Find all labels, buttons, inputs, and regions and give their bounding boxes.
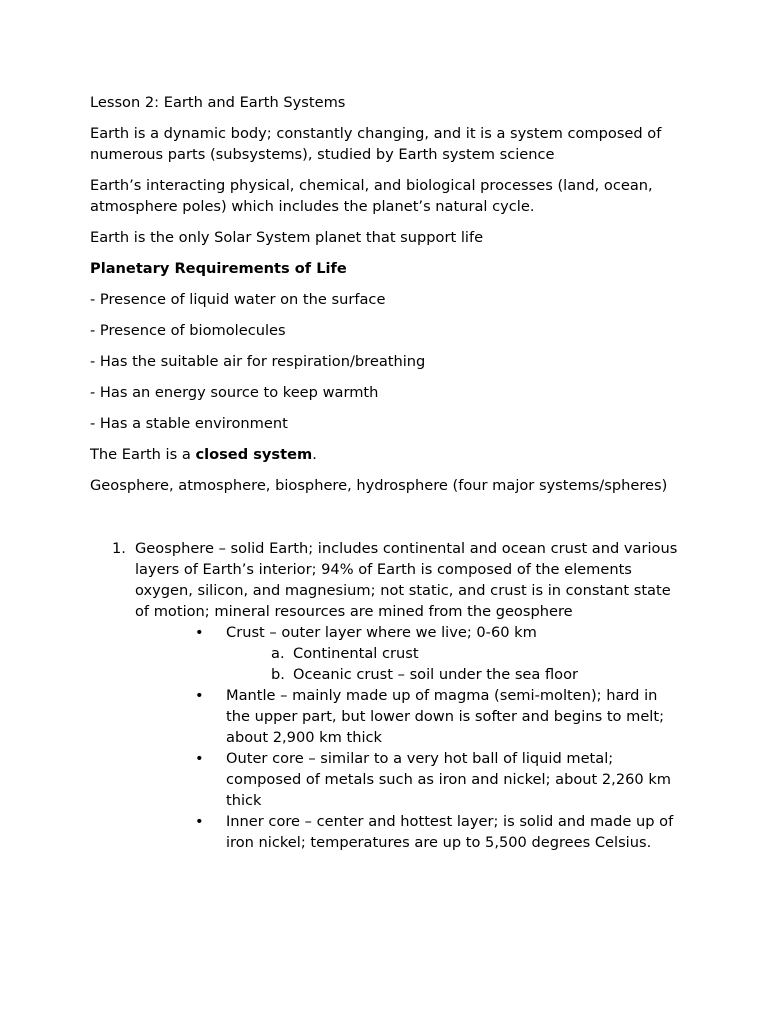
bullet-list <box>90 685 680 853</box>
sublist-item <box>90 664 680 685</box>
bullet-item-crust <box>90 622 680 643</box>
sublist-text: Oceanic crust – soil under the sea floor <box>293 666 579 683</box>
spacer <box>90 506 680 538</box>
sublist-marker: a. <box>271 645 285 662</box>
paragraph-earth-dynamic: Earth is a dynamic body; constantly changing, and it is a system composed of numerous parts (subsystems), studied by Earth system science <box>90 125 662 163</box>
inner-core-text: Inner core – center and hottest layer; is solid and made up of iron nickel; temperatures are up to 5,500 degrees Celsius. <box>226 813 674 851</box>
requirement-item: - Has the suitable air for respiration/breathing <box>90 353 426 370</box>
lesson-title: Lesson 2: Earth and Earth Systems <box>90 94 346 111</box>
bullet-item-inner-core <box>90 811 680 853</box>
crust-sublist <box>90 643 680 685</box>
requirement-item: - Presence of biomolecules <box>90 322 286 339</box>
bullet-icon: • <box>195 687 204 704</box>
sublist-text: Continental crust <box>293 645 419 662</box>
list-number: 1. <box>112 540 126 557</box>
requirement-item: - Has an energy source to keep warmth <box>90 384 379 401</box>
mantle-text: Mantle – mainly made up of magma (semi-molten); hard in the upper part, but lower down is softer and begins to melt; about 2,900 km thick <box>226 687 664 746</box>
bullet-item-outer-core <box>90 748 680 811</box>
sublist-marker: b. <box>271 666 285 683</box>
document-page <box>90 92 680 853</box>
closed-system-suffix: . <box>312 446 317 463</box>
spheres-paragraph: Geosphere, atmosphere, biosphere, hydrosphere (four major systems/spheres) <box>90 477 668 494</box>
paragraph-earth-processes: Earth’s interacting physical, chemical, and biological processes (land, ocean, atmosphere poles) which includes the planet’s natural cycle. <box>90 177 653 215</box>
crust-text: Crust – outer layer where we live; 0-60 km <box>226 624 537 641</box>
requirements-heading: Planetary Requirements of Life <box>90 260 347 277</box>
requirement-item: - Presence of liquid water on the surface <box>90 291 386 308</box>
numbered-list <box>90 538 680 622</box>
geosphere-text: Geosphere – solid Earth; includes continental and ocean crust and various layers of Earth’s interior; 94% of Earth is composed of the elements oxygen, silicon, and magnesium; not static, and crust is in constant state of motion; mineral resources are mined from the geosphere <box>135 540 678 620</box>
closed-system-term: closed system <box>195 446 313 463</box>
outer-core-text: Outer core – similar to a very hot ball of liquid metal; composed of metals such as iron and nickel; about 2,260 km thick <box>226 750 671 809</box>
list-item-geosphere <box>90 538 680 622</box>
bullet-list <box>90 622 680 643</box>
bullet-item-mantle <box>90 685 680 748</box>
closed-system-sentence <box>90 444 680 465</box>
bullet-icon: • <box>195 750 204 767</box>
bullet-icon: • <box>195 624 204 641</box>
sublist-item <box>90 643 680 664</box>
paragraph-earth-life: Earth is the only Solar System planet that support life <box>90 229 484 246</box>
closed-system-prefix: The Earth is a <box>90 446 196 463</box>
requirement-item: - Has a stable environment <box>90 415 288 432</box>
bullet-icon: • <box>195 813 204 830</box>
